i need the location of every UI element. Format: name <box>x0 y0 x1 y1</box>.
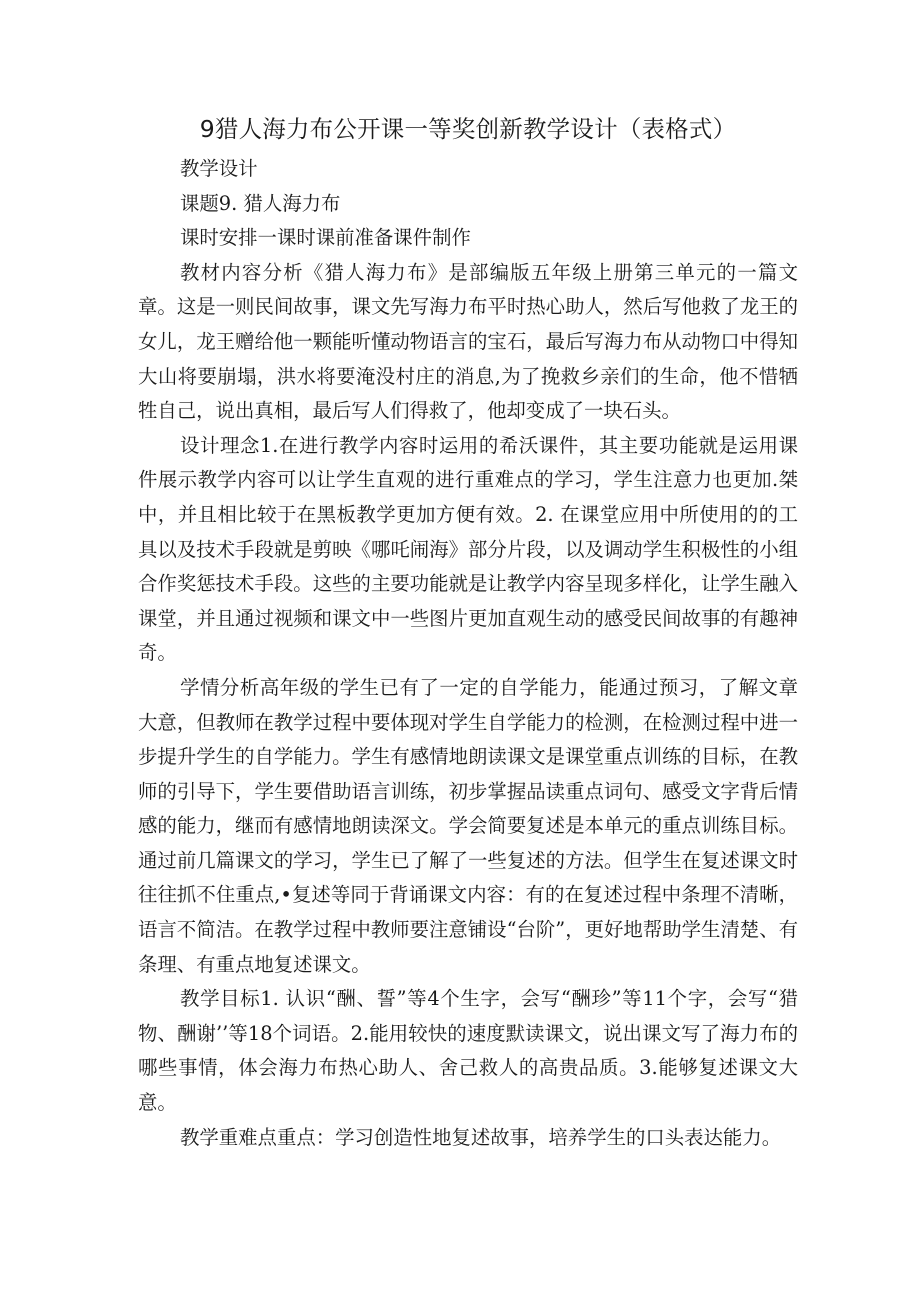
section-label-teaching-design: 教学设计 <box>180 157 258 180</box>
textbook-analysis-paragraph: 教材内容分析《猎人海力布》是部编版五年级上册第三单元的一篇文章。这是一则民间故事，课文先写海力布平时热心助人，然后写他救了龙王的女儿，龙王赠给他一颗能听懂动物语言的宝石，最后写海力布从动物口中得知大山将要崩塌，洪水将要淹没村庄的消息,为了挽救乡亲们的生命，他不惜牺牲自己，说出真相，最后写人们得救了，他却变成了一块石头。 <box>138 260 798 423</box>
student-analysis-paragraph: 学情分析高年级的学生已有了一定的自学能力，能通过预习，了解文章大意，但教师在教学过程中要体现对学生自学能力的检测，在检测过程中进一步提升学生的自学能力。学生有感情地朗读课文是课堂重点训练的目标，在教师的引导下，学生要借助语言训练，初步掌握品读重点词句、感受文字背后情感的能力，继而有感情地朗读深文。学会简要复述是本单元的重点训练目标。通过前几篇课文的学习，学生已了解了一些复述的方法。但学生在复述课文时往往抓不住重点,•复述等同于背诵课文内容：有的在复述过程中条理不清晰，语言不简洁。在教学过程中教师要注意铺设“台阶”，更好地帮助学生清楚、有条理、有重点地复述课文。 <box>138 675 798 976</box>
key-difficulties-paragraph: 教学重难点重点：学习创造性地复述故事，培养学生的口头表达能力。 <box>180 1125 782 1149</box>
lesson-schedule: 课时安排一课时课前准备课件制作 <box>180 226 471 250</box>
lesson-topic: 课题9. 猎人海力布 <box>180 191 341 215</box>
document-body <box>138 112 798 1155</box>
design-concept-paragraph: 设计理念1.在进行教学内容时运用的希沃课件，其主要功能就是运用课件展示教学内容可以让学生直观的进行重难点的学习，学生注意力也更加.桀中，并且相比较于在黑板教学更加方便有效。2. 在课堂应用中所使用的的工具以及技术手段就是剪映《哪吒闹海》部分片段，以及调动学生积极性的小组合作奖惩技术手段。这些的主要功能就是让教学内容呈现多样化，让学生融入课堂，并且通过视频和课文中一些图片更加直观生动的感受民间故事的有趣神奇。 <box>138 433 798 665</box>
teaching-objectives-paragraph: 教学目标1. 认识“酬、誓”等4个生字，会写“酬珍”等11个字，会写“猎物、酬谢’’等18个词语。2.能用较快的速度默读课文，说出课文写了海力布的哪些事情，体会海力布热心助人、舍己救人的高贵品质。3.能够复述课文大意。 <box>138 987 798 1115</box>
document-title: 9猎人海力布公开课一等奖创新教学设计（表格式） <box>199 115 737 143</box>
